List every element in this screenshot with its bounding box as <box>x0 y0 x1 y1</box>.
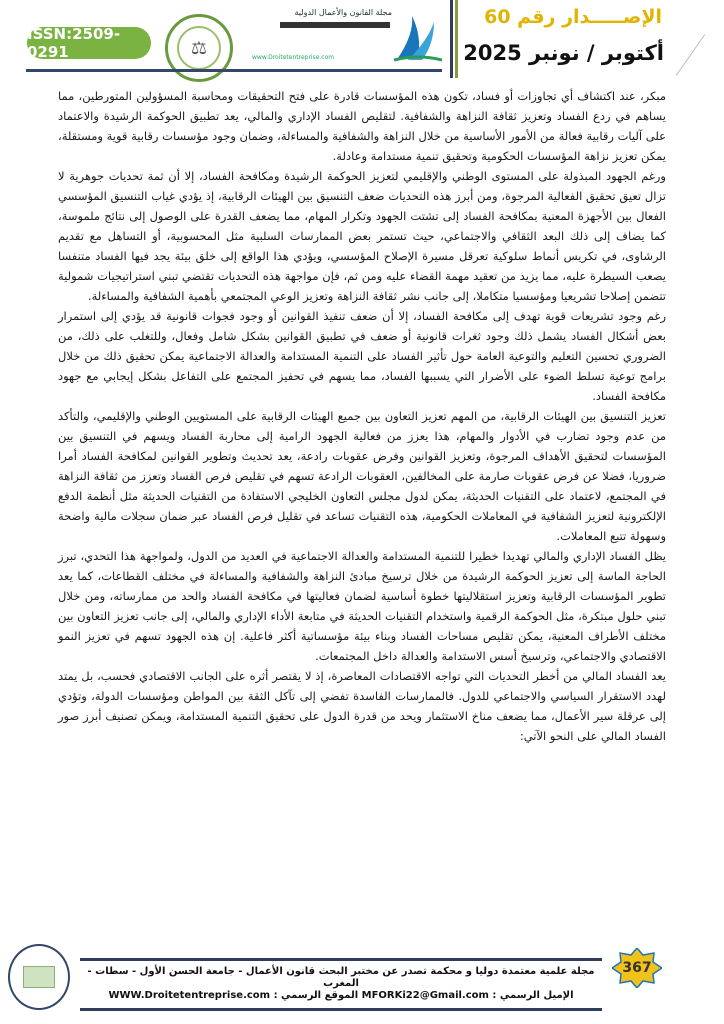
footer-divider-bottom <box>80 1008 602 1011</box>
seal-emblem <box>23 966 55 988</box>
article-body <box>58 86 666 746</box>
paragraph: رغم وجود تشريعات قوية تهدف إلى مكافحة الفساد، إلا أن ضعف تنفيذ القوانين أو وجود فجوات قانونية قد يؤدي إلى استمرار بعض أشكال الفساد يشمل ذلك وجود ثغرات قانونية أو ضعف في تطبيق القوانين بشكل شامل وفعال، وللتغلب على ذلك، من الضروري تحسين التعليم والتوعية العامة حول تأثير الفساد على التنمية المستدامة والعدالة الاجتماعية يمكن تحقيق ذلك من خلال برامج توعية تسلط الضوء على الأضرار التي يسببها الفساد، مما يسهم في تحفيز المجتمع على التفاعل بشكل إيجابي مع جهود مكافحة الفساد. <box>58 309 666 403</box>
page-number: 367 <box>622 960 652 976</box>
journal-band <box>280 22 390 28</box>
journal-title: مجلة القانون والأعمال الدولية <box>294 8 392 17</box>
paragraph: يعد الفساد المالي من أخطر التحديات التي تواجه الاقتصادات المعاصرة، إذ لا يقتصر أثره على الجانب الاقتصادي فحسب، بل يمتد لهدد الاستقرار السياسي والاجتماعي للدول. فالممارسات الفاسدة تفضي إلى تآكل الثقة بين المواطن ومؤسسات الدولة، وتؤدي إلى عرقلة سير الأعمال، مما يضعف مناخ الاستثمار ويحد من قدرة الدول على تحقيق التنمية المستدامة، ويمكن تصنيف أبرز صور الفساد المالي على النحو الآتي: <box>58 669 666 743</box>
paragraph: مبكر، عند اكتشاف أي تجاوزات أو فساد، تكون هذه المؤسسات قادرة على فتح التحقيقات ومحاسبة المسؤولين المتورطين، مما يساهم في ردع الفساد وتعزيز ثقافة النزاهة والشفافية. لتقليص الفساد الإداري والمالي، يعد تطبيق الحوكمة الرشيدة والاعتماد على آليات رقابية فعالة من الأمور الأساسية من خلال النزاهة والشفافية والمساءلة، وضمان وجود مؤسسات رقابية قوية ومستقلة، يمكن تعزيز نزاهة المؤسسات الحكومية وتحقيق تنمية مستدامة وعادلة. <box>58 89 666 163</box>
issue-number: الإصـــــدار رقم 60 <box>484 6 662 28</box>
journal-logo <box>252 8 442 66</box>
footer-text-block <box>80 962 602 1006</box>
scales-icon: ⚖ <box>177 26 221 70</box>
issn-badge: ISSN:2509-0291 <box>27 27 151 59</box>
journal-url: www.Droitetentreprise.com <box>252 54 335 61</box>
issue-date: أكتوبر / نونبر 2025 <box>463 41 664 65</box>
paragraph: تعزيز التنسيق بين الهيئات الرقابية، من المهم تعزيز التعاون بين جميع الهيئات الرقابية على المستويين الوطني والإقليمي، والتأكد من عدم وجود تضارب في الأدوار والمهام، هذا يعزز من فعالية الجهود الرامية إلى محاربة الفساد ويسهم في التنسيق بين المؤسسات لتحقيق الأهداف المرجوة، وتعزيز القوانين وفرض عقوبات رادعة، يعد تحديث وتطوير القوانين لمكافحة الفساد أمرا ضروريا، فضلا عن فرض عقوبات صارمة على المخالفين، العقوبات الرادعة تسهم في تقليص فرص الفساد وتعزز من ثقافة النزاهة في المجتمع، لاعتماد على التقنيات الحديثة، يمكن لدول مجلس التعاون الخليجي الاستفادة من التقنيات الحديثة مثل أنظمة الدفع الإلكترونية لتعزيز الشفافية في المعاملات الحكومية، هذه التقنيات تساعد في تقليل فرص الفساد عبر ضمان سجلات مالية واضحة وسهولة تتبع المعاملات. <box>58 409 666 543</box>
header-vertical-divider <box>450 0 458 78</box>
footer-seal-logo <box>8 944 70 1010</box>
footer-journal-info: مجلة علمية معتمدة دوليا و محكمة تصدر عن مختبر البحث قانون الأعمال - جامعة الحسن الأول - سطات - المغرب <box>87 966 595 989</box>
footer-contact: الإميل الرسمي : MFORKi22@Gmail.com الموقع الرسمي : WWW.Droitetentreprise.com <box>108 990 574 1001</box>
paragraph: ورغم الجهود المبذولة على المستوى الوطني والإقليمي لتعزيز الحوكمة الرشيدة ومكافحة الفساد، إلا أن ثمة تحديات جوهرية لا تزال تعيق تحقيق الفعالية المرجوة، ومن أبرز هذه التحديات ضعف التنسيق بين الهيئات الرقابية، إذ يؤدي غياب التنسيق المؤسسي الفعال بين الأجهزة المعنية بمكافحة الفساد إلى تشتت الجهود وتكرار المهام، مما يضعف القدرة على الوصول إلى نتائج ملموسة، كما يضاف إلى ذلك البعد الثقافي والاجتماعي، حيث تستمر بعض الممارسات السلبية مثل المحسوبية، أو التساهل مع تقديم الرشاوى، في تكريس أنماط سلوكية تعرقل مسيرة الإصلاح المؤسسي، ويؤدي هذا الواقع إلى خلق بيئة يجد فيها الفساد متنفسا يصعب السيطرة عليه، مما يزيد من تعقيد مهمة القضاء عليه ومن ثم، فإن مواجهة هذه التحديات تقتضي تبني استراتيجيات شمولية تتضمن إصلاحا تشريعيا ومؤسسيا متكاملا، إلى جانب نشر ثقافة النزاهة وتعزيز الوعي المجتمعي بأهمية الشفافية والمساءلة. <box>58 169 666 303</box>
header-divider <box>26 69 442 72</box>
paragraph: يظل الفساد الإداري والمالي تهديدا خطيرا للتنمية المستدامة والعدالة الاجتماعية في العديد من الدول، ولمواجهة هذا التحدي، تبرز الحاجة الماسة إلى تعزيز الحوكمة الرشيدة من خلال ترسيخ مبادئ النزاهة والشفافية والمساءلة في مختلف القطاعات، كما يعد تطوير المؤسسات الرقابية وتعزيز استقلاليتها خطوة أساسية لضمان فعاليتها في مكافحة الفساد والحد من ممارساته، ومن خلال تبني حلول مبتكرة، مثل الحوكمة الرقمية واستخدام التقنيات الحديثة في متابعة الأداء الإداري والمالي، إلى جانب تعزيز التعاون بين مختلف الأطراف المعنية، يمكن تقليص مساحات الفساد وبناء بيئة مؤسساتية أكثر فاعلية. إن هذه الجهود تسهم في تعزيز النمو الاقتصادي والاجتماعي، وترسيخ أسس الاستدامة والعدالة داخل المجتمعات. <box>58 549 666 663</box>
footer-divider-top <box>80 958 602 961</box>
decorative-slash <box>676 34 705 76</box>
book-leaves-icon <box>394 14 442 62</box>
page-number-badge <box>612 948 662 988</box>
